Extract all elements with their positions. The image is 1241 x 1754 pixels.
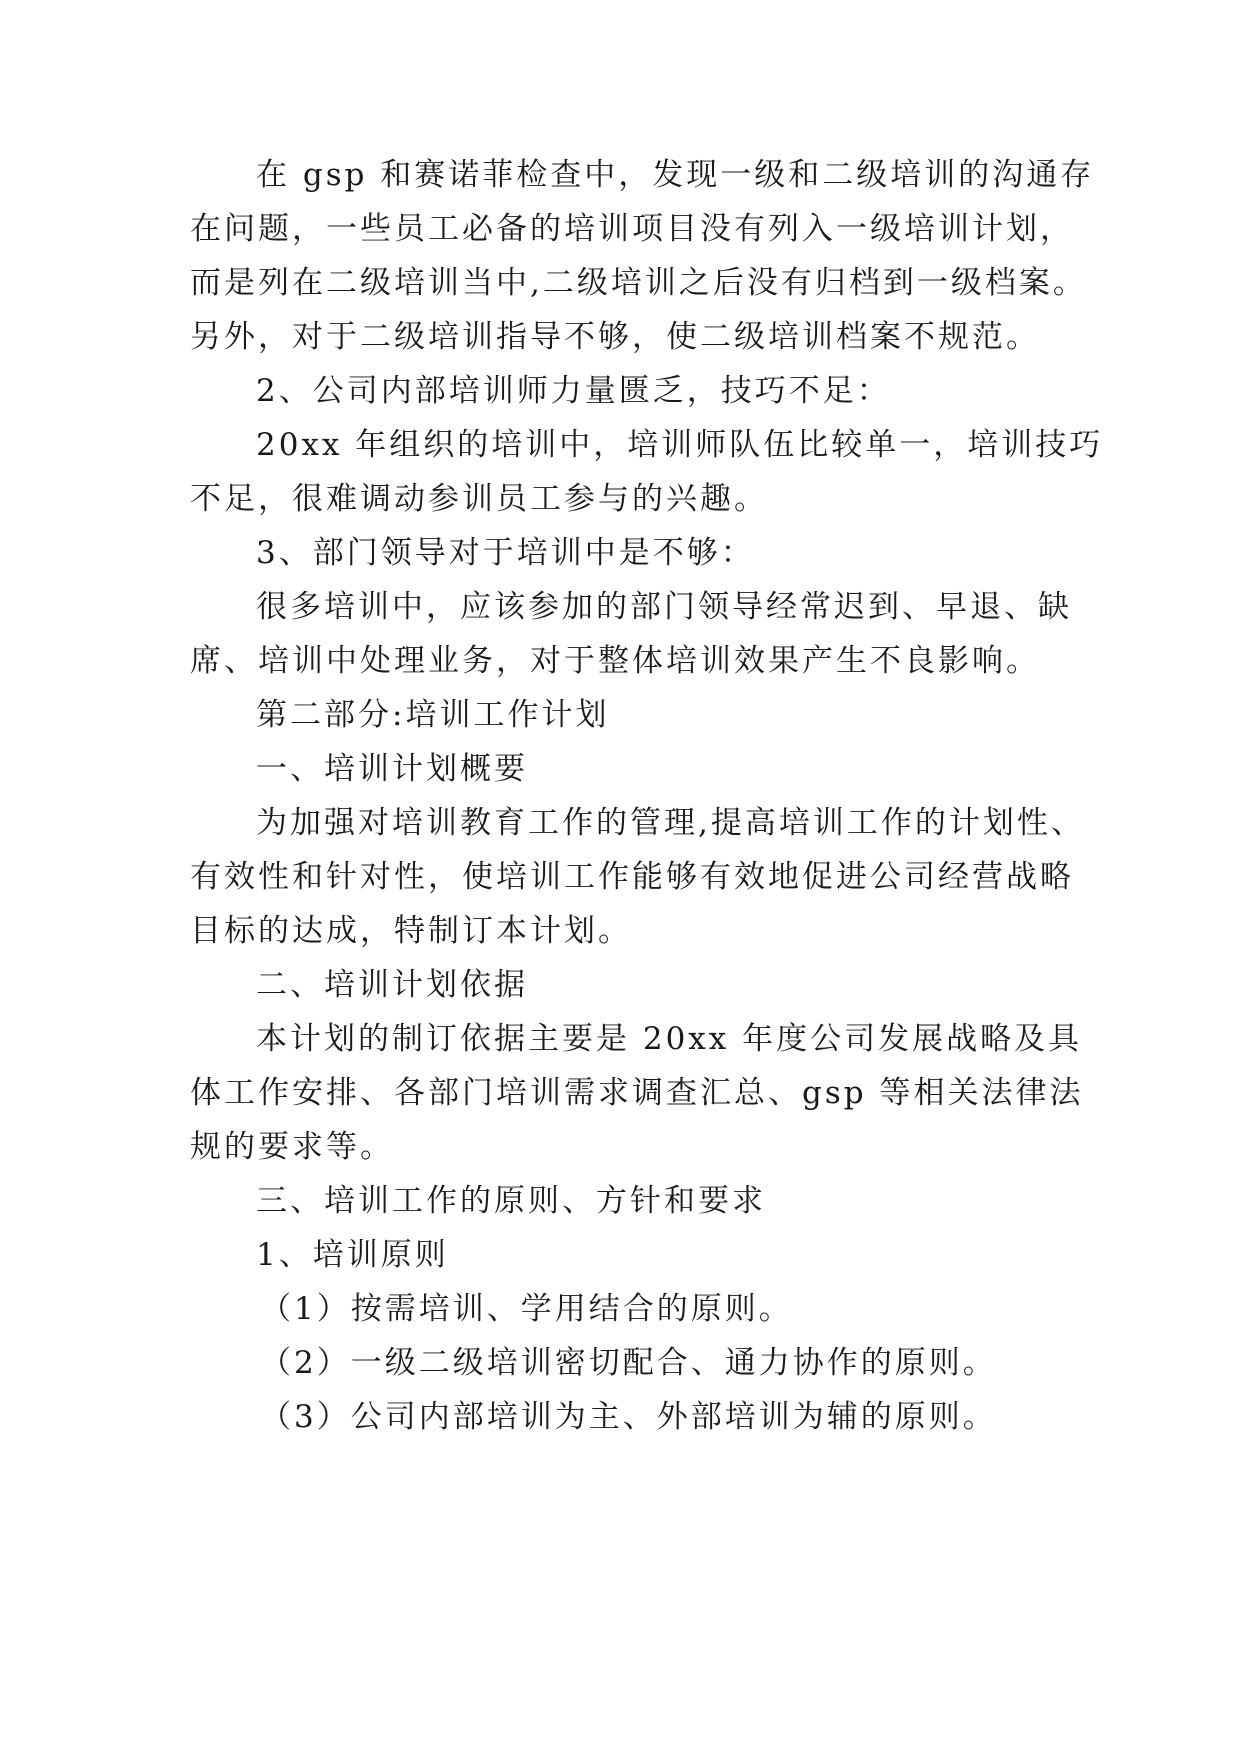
section-heading: 二、培训计划依据 bbox=[256, 967, 528, 1003]
paragraph-line: 而是列在二级培训当中,二级培训之后没有归档到一级档案。 bbox=[190, 265, 1087, 301]
paragraph-line: 目标的达成，特制订本计划。 bbox=[190, 913, 632, 949]
paragraph-line: 在问题，一些员工必备的培训项目没有列入一级培训计划， bbox=[190, 211, 1074, 247]
paragraph-line: 有效性和针对性，使培训工作能够有效地促进公司经营战略 bbox=[190, 859, 1074, 895]
paragraph-line: 在 gsp 和赛诺菲检查中，发现一级和二级培训的沟通存 bbox=[256, 157, 1095, 193]
paragraph-line: 规的要求等。 bbox=[190, 1129, 394, 1165]
paragraph-line: 不足，很难调动参训员工参与的兴趣。 bbox=[190, 481, 768, 517]
paragraph-line: 为加强对培训教育工作的管理,提高培训工作的计划性、 bbox=[256, 805, 1085, 841]
list-item: （2）一级二级培训密切配合、通力协作的原则。 bbox=[260, 1345, 997, 1381]
paragraph-line: 很多培训中，应该参加的部门领导经常迟到、早退、缺 bbox=[256, 589, 1072, 625]
subsection-heading: 1、培训原则 bbox=[256, 1237, 449, 1273]
paragraph-line: 本计划的制订依据主要是 20xx 年度公司发展战略及具 bbox=[256, 1021, 1083, 1057]
paragraph-line: 席、培训中处理业务，对于整体培训效果产生不良影响。 bbox=[190, 643, 1040, 679]
list-item: （3）公司内部培训为主、外部培训为辅的原则。 bbox=[260, 1399, 997, 1435]
paragraph-line: 20xx 年组织的培训中，培训师队伍比较单一，培训技巧 bbox=[256, 427, 1104, 463]
paragraph-line: 体工作安排、各部门培训需求调查汇总、gsp 等相关法律法 bbox=[190, 1075, 1084, 1111]
section-heading: 一、培训计划概要 bbox=[256, 751, 528, 787]
section-heading: 三、培训工作的原则、方针和要求 bbox=[256, 1183, 766, 1219]
section-heading: 3、部门领导对于培训中是不够： bbox=[256, 535, 755, 571]
section-heading: 2、公司内部培训师力量匮乏，技巧不足： bbox=[256, 373, 891, 409]
part-heading: 第二部分:培训工作计划 bbox=[256, 697, 610, 733]
list-item: （1）按需培训、学用结合的原则。 bbox=[260, 1291, 793, 1327]
paragraph-line: 另外，对于二级培训指导不够，使二级培训档案不规范。 bbox=[190, 319, 1040, 355]
